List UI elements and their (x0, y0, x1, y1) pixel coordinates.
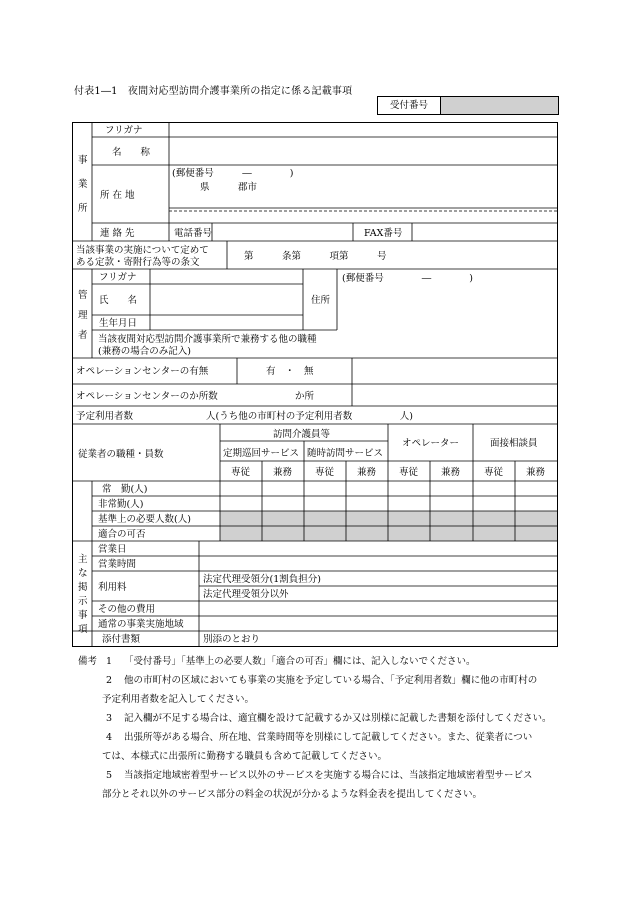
staff-kenmu-4: 兼務 (526, 467, 546, 478)
kanrisha-name-label: 氏 名 (99, 295, 138, 306)
jigyosho-location-label: 所 在 地 (100, 190, 135, 201)
kanrisha-postal-code: (郵便番号 ― ) (342, 273, 473, 284)
staff-zuiji-service: 随時訪問サービス (307, 448, 384, 459)
notes-section (78, 652, 560, 804)
kanrisha-furigana-label: フリガナ (99, 272, 137, 283)
jigyosho-fax-label: FAX番号 (364, 228, 403, 239)
jigyosho-prefecture-city: 県 郡市 (200, 182, 258, 193)
notes-header: 備考 (78, 656, 98, 667)
other-costs-label: その他の費用 (98, 604, 156, 615)
staff-senju-4: 専従 (484, 467, 504, 478)
staff-helper-group: 訪問介護員等 (273, 429, 331, 440)
note-item-5: 5 当該指定地域密着型サービス以外のサービスを実施する場合には、当該指定地域密着型サービス 部分とそれ以外のサービス部分の料金の状況が分かるような料金表を提出してください。 (102, 770, 533, 800)
note-item-1: 備考 1 「受付番号」「基準上の必要人数」「適合の可否」欄には、記入しないでください。 (78, 652, 560, 671)
main-side-1: 主 (78, 554, 88, 565)
staff-kenmu-2: 兼務 (357, 467, 377, 478)
jigyosho-side-1: 事 (78, 155, 88, 166)
note-item-3: 3 記入欄が不足する場合は、適宜欄を設けて記載するか又は別様に記載した書類を添付してください。 (106, 713, 552, 724)
staff-teiki-service: 定期巡回サービス (223, 448, 300, 459)
planned-users-value: 人(うち他の市町村の予定利用者数 人) (206, 411, 413, 422)
jigyosho-side-2: 業 (78, 179, 88, 190)
staff-kenmu-3: 兼務 (441, 467, 461, 478)
staff-row-required: 基準上の必要人数(人) (98, 514, 191, 525)
jigyosho-postal-code: (郵便番号 ― ) (172, 168, 294, 179)
planned-users-label: 予定利用者数 (76, 411, 134, 422)
registration-form-table (72, 122, 558, 647)
service-area-label: 通常の事業実施地域 (98, 619, 184, 630)
staff-senju-1: 専従 (231, 467, 251, 478)
fee-label: 利用料 (98, 582, 127, 593)
teikan-clause: 第 条第 項第 号 (244, 251, 387, 262)
jigyosho-name-label: 名 称 (112, 147, 151, 158)
staff-interview-label: 面接相談員 (490, 438, 538, 449)
other-center-label: オペレーションセンターのか所数 (76, 391, 218, 402)
main-side-4: 示 (78, 596, 88, 607)
other-center-value: か所 (295, 391, 315, 402)
reception-number-field[interactable] (441, 97, 558, 114)
kanrisha-dob-label: 生年月日 (99, 318, 138, 329)
operation-center-value: 有 ・ 無 (266, 366, 314, 377)
jigyosho-side-3: 所 (78, 203, 88, 214)
jigyosho-phone-label: 電話番号 (174, 228, 213, 239)
attachment-value: 別添のとおり (203, 634, 261, 645)
staff-row-compliance: 適合の可否 (98, 529, 146, 540)
attachment-label: 添付書類 (102, 634, 141, 645)
staff-label: 従業者の職種・員数 (78, 449, 164, 460)
kanrisha-side-2: 理 (78, 310, 88, 321)
staff-senju-2: 専従 (315, 467, 335, 478)
main-side-3: 掲 (78, 582, 88, 593)
main-side-2: な (78, 568, 88, 579)
staff-kenmu-1: 兼務 (273, 467, 293, 478)
staff-operator-label: オペレーター (402, 438, 460, 449)
kanrisha-side-3: 者 (78, 330, 88, 341)
business-hours-label: 営業時間 (98, 559, 137, 570)
staff-row-parttime: 非常勤(人) (98, 499, 144, 510)
teikan-label-line2: ある定款・寄附行為等の条文 (76, 257, 200, 268)
note-item-4: 4 出張所等がある場合、所在地、営業時間等を別様にして記載してください。また、従業者につい ては、本様式に出張所に勤務する職員も含めて記載してください。 (102, 732, 533, 762)
jigyosho-contact-label: 連 絡 先 (100, 228, 135, 239)
kanrisha-side-1: 管 (78, 290, 88, 301)
main-side-5: 事 (78, 610, 88, 621)
kanrisha-concurrent-label-2: (兼務の場合のみ記入) (98, 346, 191, 357)
kanrisha-address-label: 住所 (311, 295, 331, 306)
form-title: 付表1―1 夜間対応型訪問介護事業所の指定に係る記載事項 (74, 86, 353, 97)
staff-row-fulltime: 常 勤(人) (102, 484, 148, 495)
fee-proxy-receipt: 法定代理受領分(1割負担分) (203, 574, 321, 585)
kanrisha-concurrent-label-1: 当該夜間対応型訪問介護事業所で兼務する他の職種 (98, 334, 317, 345)
main-side-6: 項 (78, 624, 88, 635)
note-item-2: 2 他の市町村の区域においても事業の実施を予定している場合、「予定利用者数」欄に他の市町村の 予定利用者数を記入してください。 (102, 675, 538, 705)
teikan-label-line1: 当該事業の実施について定めて (76, 245, 209, 256)
staff-senju-3: 専従 (399, 467, 419, 478)
fee-other: 法定代理受領分以外 (203, 589, 289, 600)
business-days-label: 営業日 (98, 544, 127, 555)
reception-number-box (377, 96, 559, 115)
reception-number-label: 受付番号 (378, 97, 441, 114)
operation-center-label: オペレーションセンターの有無 (76, 366, 209, 377)
jigyosho-furigana-label: フリガナ (105, 125, 143, 136)
